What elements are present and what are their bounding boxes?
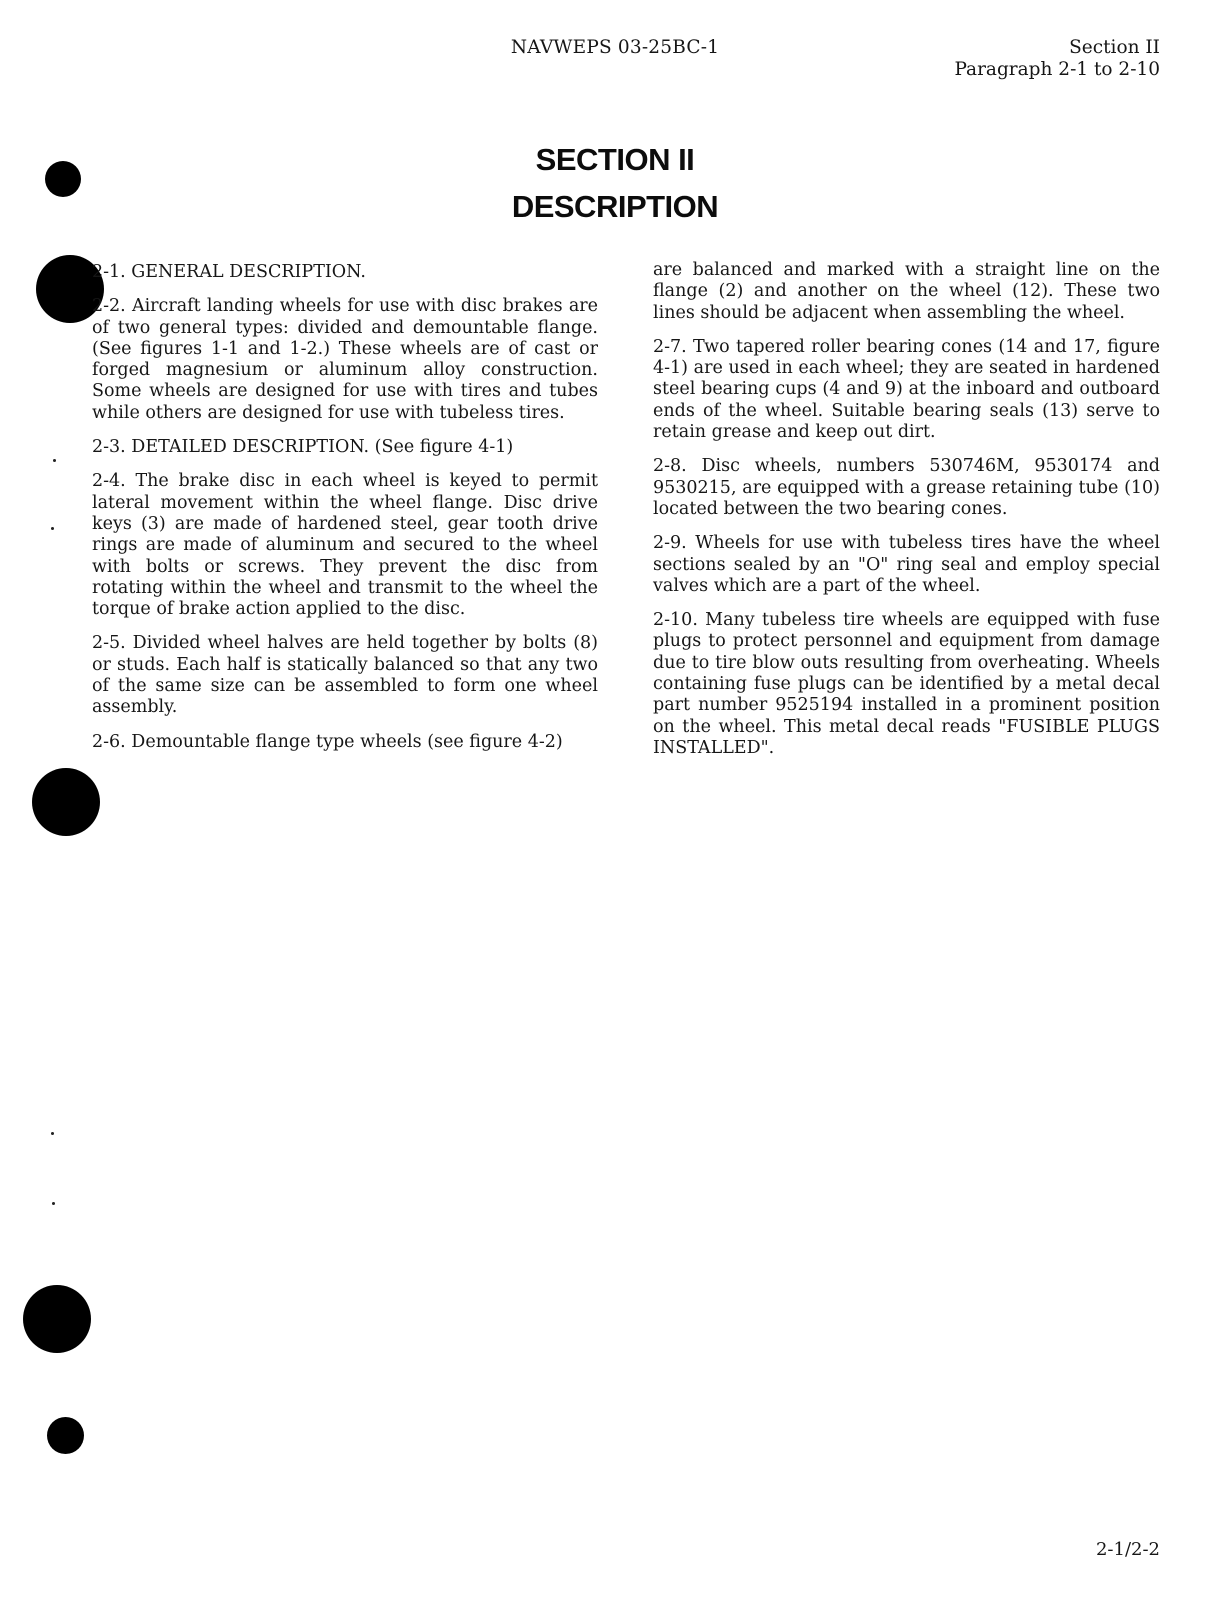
section-title bbox=[0, 136, 1230, 230]
paragraph-2-9: 2-9. Wheels for use with tubeless tires have the wheel sections sealed by an "O" ring seal and employ special valves which are a part of the wheel. bbox=[653, 533, 1160, 596]
paragraph-2-6-start: 2-6. Demountable flange type wheels (see figure 4-2) bbox=[92, 731, 563, 752]
binder-hole bbox=[47, 1417, 84, 1454]
scan-speck bbox=[52, 1202, 55, 1205]
paragraph-2-3: 2-3. DETAILED DESCRIPTION. (See figure 4-1) bbox=[92, 437, 514, 458]
scan-speck bbox=[51, 527, 54, 530]
paragraph-2-1: 2-1. GENERAL DESCRIPTION. bbox=[92, 262, 366, 282]
section-title-line1: SECTION II bbox=[535, 142, 695, 177]
left-column bbox=[92, 262, 598, 766]
paragraph-2-8: 2-8. Disc wheels, numbers 530746M, 9530174 and 9530215, are equipped with a grease retaining tube (10) located between the two bearing cones. bbox=[653, 456, 1160, 519]
paragraph-2-4: 2-4. The brake disc in each wheel is keyed to permit lateral movement within the wheel flange. Disc drive keys (3) are made of hardened steel, gear tooth drive rings are made of aluminum and secured to the wheel with bolts or screws. They prevent the disc from rotating within the wheel and transmit to the wheel the torque of brake action applied to the disc. bbox=[92, 471, 598, 620]
page-number: 2-1/2-2 bbox=[1095, 1539, 1160, 1560]
scan-speck bbox=[51, 1132, 54, 1135]
binder-hole bbox=[32, 768, 100, 836]
document-number: NAVWEPS 03-25BC-1 bbox=[510, 37, 720, 58]
section-ref: Section II bbox=[1069, 37, 1160, 58]
paragraph-2-2: 2-2. Aircraft landing wheels for use with disc brakes are of two general types: divided and demountable flange. (See figures 1-1 and 1-2.) These wheels are of cast or forged magnesium or aluminum alloy construction. Some wheels are designed for use with tires and tubes while others are designed for use with tubeless tires. bbox=[92, 296, 598, 423]
section-title-line2: DESCRIPTION bbox=[511, 189, 719, 224]
right-column bbox=[653, 260, 1160, 772]
paragraph-2-6-cont: are balanced and marked with a straight line on the flange (2) and another on the wheel (12). These two lines should be adjacent when assembling the wheel. bbox=[653, 260, 1160, 323]
section-reference bbox=[954, 37, 1160, 81]
binder-hole bbox=[23, 1285, 91, 1353]
paragraph-2-5: 2-5. Divided wheel halves are held together by bolts (8) or studs. Each half is statically balanced so that any two of the same size can be assembled to form one wheel assembly. bbox=[92, 633, 598, 718]
paragraph-ref: Paragraph 2-1 to 2-10 bbox=[954, 59, 1160, 80]
paragraph-2-7: 2-7. Two tapered roller bearing cones (14 and 17, figure 4-1) are used in each wheel; they are seated in hardened steel bearing cups (4 and 9) at the inboard and outboard ends of the wheel. Suitable bearing seals (13) serve to retain grease and keep out dirt. bbox=[653, 336, 1160, 443]
scan-speck bbox=[53, 459, 56, 462]
paragraph-2-10: 2-10. Many tubeless tire wheels are equipped with fuse plugs to protect personnel and equipment from damage due to tire blow outs resulting from overheating. Wheels containing fuse plugs can be identified by a metal decal part number 9525194 installed in a prominent position on the wheel. This metal decal reads "FUSIBLE PLUGS INSTALLED". bbox=[653, 610, 1160, 758]
